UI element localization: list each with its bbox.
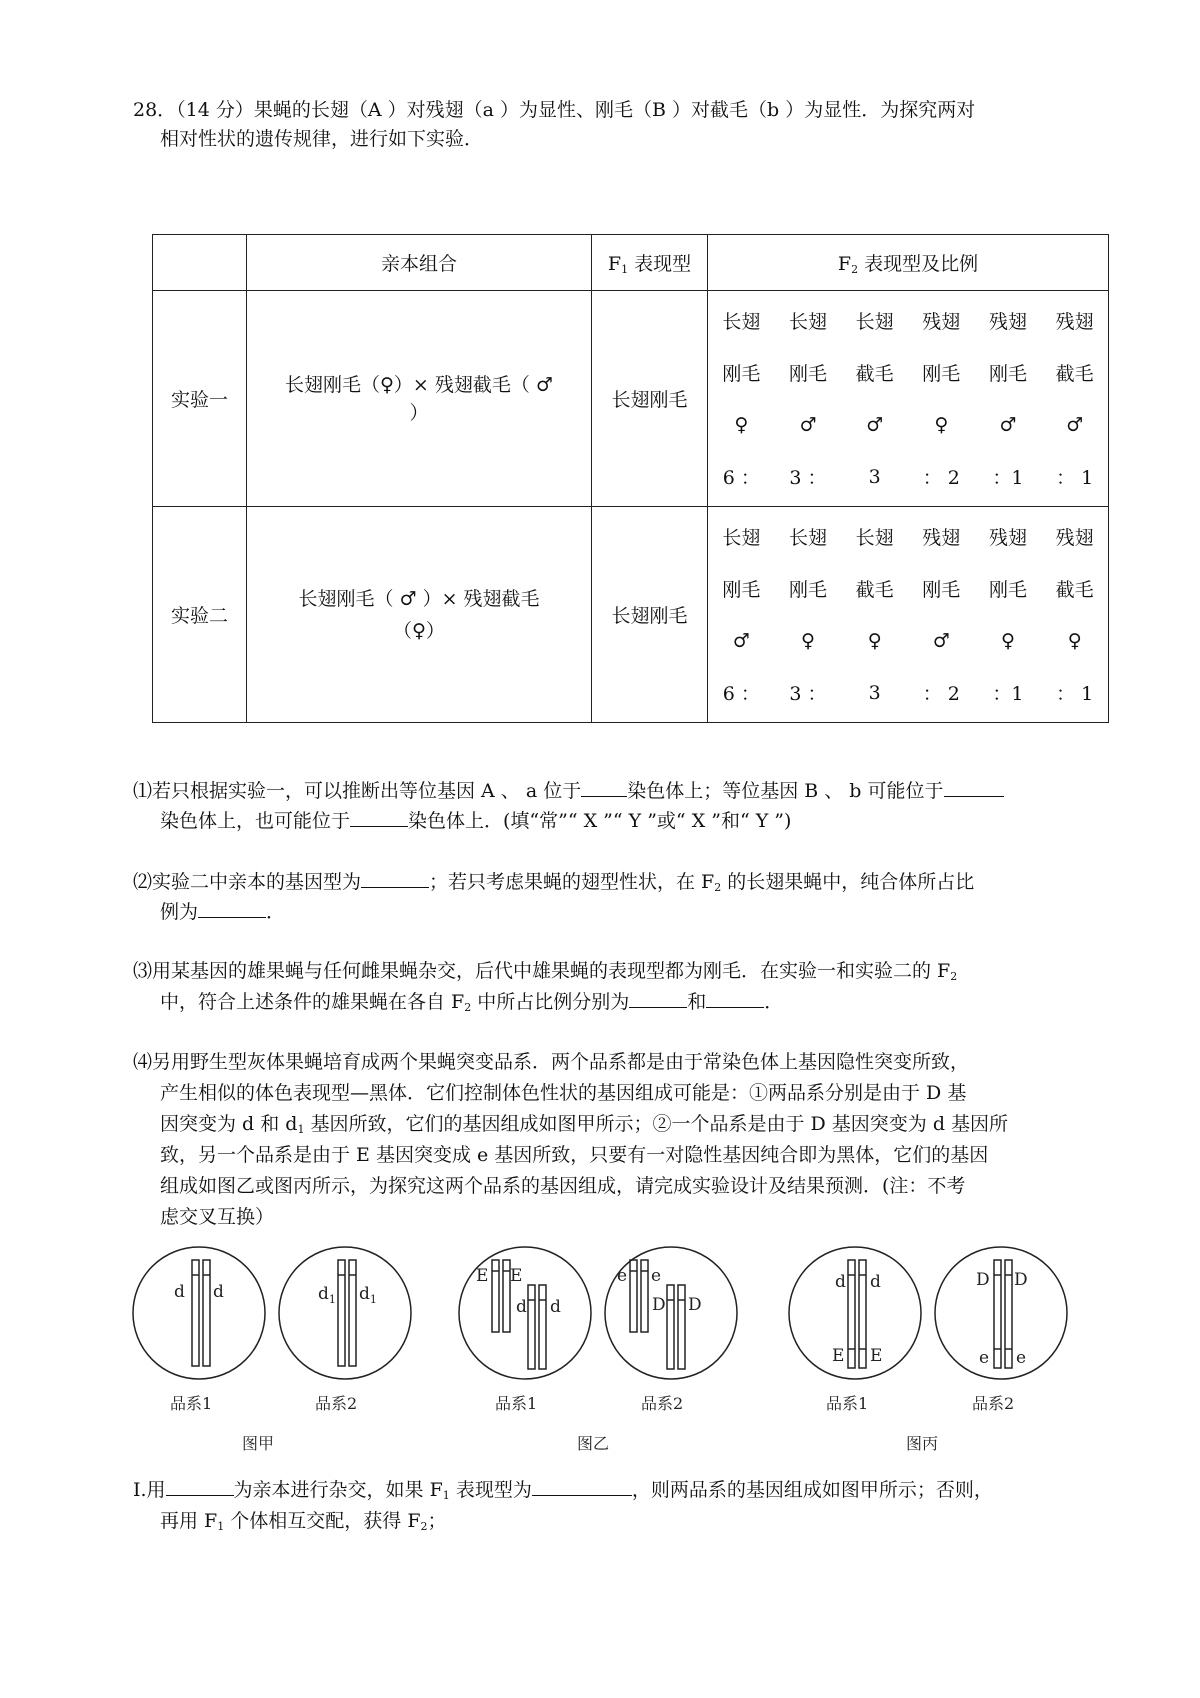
strain-label: 品系2 — [972, 1394, 1015, 1413]
qI-line-1: I.用 为亲本进行杂交，如果 $F_1$ 表现型为 ，则两品系的基因组成如图甲所示；否则， — [133, 1479, 993, 1502]
f2-grid — [708, 511, 1108, 719]
chromosome — [1005, 1260, 1012, 1368]
strain-label: 品系2 — [315, 1394, 358, 1413]
gene-label: d — [870, 1272, 881, 1292]
f2-wing: 长翅 — [855, 527, 894, 549]
f2-wing: 残翅 — [922, 527, 961, 549]
experiment-name: 实验二 — [153, 507, 247, 723]
f2-cell — [708, 507, 1109, 723]
q1-line-1: ⑴若只根据实验一，可以推断出等位基因 A 、 a 位于 染色体上；等位基因 B 、 b 可能位于 — [133, 776, 1004, 806]
f1-phenotype: 长翅刚毛 — [592, 291, 708, 507]
f2-ratio: ： 2 — [922, 683, 960, 705]
q2-line-1: ⑵实验二中亲本的基因型为 ；若只考虑果蝇的翅型性状，在 $F_2$ 的长翅果蝇中，纯合体所占比 — [133, 871, 975, 894]
gene-label: E — [476, 1266, 489, 1286]
q2-line-2: 例为 ． — [160, 901, 286, 923]
table-row — [153, 507, 1109, 723]
f2-sex: ♀ — [801, 629, 815, 652]
chromosome — [349, 1260, 356, 1366]
parents-line-1: 长翅刚毛（ ♂ ）× 残翅截毛 — [298, 587, 540, 610]
f2-bristle: 刚毛 — [722, 579, 761, 601]
f2-grid — [708, 295, 1108, 503]
f2-wing: 残翅 — [1055, 311, 1094, 333]
chromosome — [528, 1285, 535, 1369]
q1-line-2: 染色体上，也可能位于 染色体上．(填“常”“ X ”“ Y ”或“ X ”和“ Y ”) — [160, 810, 792, 832]
f2-sex: ♀ — [734, 413, 749, 436]
parents-cell — [247, 291, 592, 507]
strain-label: 品系1 — [170, 1394, 213, 1413]
gene-label: d — [213, 1282, 224, 1302]
f2-bristle: 截毛 — [855, 363, 894, 385]
gene-label: $d_1$ — [318, 1284, 336, 1306]
strain-label: 品系1 — [826, 1394, 869, 1413]
f2-ratio: 6 ： — [722, 683, 760, 705]
f2-wing: 残翅 — [988, 527, 1027, 549]
gene-label: e — [1016, 1348, 1027, 1368]
f2-wing: 长翅 — [722, 311, 761, 333]
parents-line-1: 长翅刚毛（♀）× 残翅截毛（ ♂ — [285, 373, 553, 396]
f2-sex: ♂ — [799, 413, 817, 436]
f2-wing: 长翅 — [788, 311, 827, 333]
gene-label: E — [870, 1346, 883, 1366]
table-row — [153, 291, 1109, 507]
f2-ratio: ：1 — [992, 683, 1024, 705]
answer-blank[interactable] — [166, 1477, 234, 1496]
f2-wing: 长翅 — [722, 527, 761, 549]
f2-cell — [708, 291, 1109, 507]
gene-label: d — [516, 1297, 527, 1317]
header-f2: $F_2$ 表现型及比例 — [708, 235, 1109, 291]
f2-bristle: 刚毛 — [922, 363, 961, 385]
chromosome — [539, 1285, 546, 1369]
chromosome — [667, 1285, 674, 1369]
answer-blank[interactable] — [629, 989, 687, 1008]
header-parents: 亲本组合 — [247, 235, 592, 291]
q3-line-2: 中，符合上述条件的雄果蝇在各自 $F_2$ 中所占比例分别为 和 ． — [160, 991, 784, 1014]
chromosome-figures — [130, 1245, 1090, 1460]
q4-line-6: 虑交叉互换） — [160, 1206, 275, 1228]
gene-label: d — [550, 1297, 561, 1317]
f2-sex: ♂ — [1066, 413, 1084, 436]
f2-bristle: 刚毛 — [922, 579, 961, 601]
f2-ratio: ： 1 — [1056, 683, 1094, 705]
f2-ratio: 6 ： — [722, 467, 760, 489]
q4-line-4: 致，另一个品系是由于 E 基因突变成 e 基因所致，只要有一对隐性基因纯合即为黑体，它们的基因 — [160, 1144, 989, 1166]
question-line-1: 28．（14 分）果蝇的长翅（A ）对残翅（a ）为显性、刚毛（B ）对截毛（b ）为显性．为探究两对 — [133, 99, 976, 121]
strain-label: 品系2 — [641, 1394, 684, 1413]
f2-sex: ♂ — [999, 413, 1017, 436]
f2-ratio: ： 2 — [922, 467, 960, 489]
parents-cell — [247, 507, 592, 723]
chromosome — [203, 1260, 210, 1366]
f2-sex: ♂ — [866, 413, 884, 436]
gene-label: d — [835, 1272, 846, 1292]
f2-bristle: 截毛 — [1055, 363, 1094, 385]
strain-label: 品系1 — [495, 1394, 538, 1413]
header-blank — [153, 235, 247, 291]
answer-blank[interactable] — [361, 869, 429, 888]
f2-ratio: 3 — [868, 681, 881, 704]
qI-line-2: 再用 $F_1$ 个体相互交配，获得 $F_2$； — [160, 1510, 447, 1533]
q4-line-1: ⑷另用野生型灰体果蝇培育成两个果蝇突变品系．两个品系都是由于常染色体上基因隐性突变所致， — [133, 1051, 970, 1073]
f2-ratio: 3 — [868, 465, 881, 488]
gene-label: D — [1014, 1270, 1028, 1290]
chromosome — [678, 1285, 685, 1369]
f1-phenotype: 长翅刚毛 — [592, 507, 708, 723]
f2-ratio: 3 ： — [789, 683, 827, 705]
answer-blank[interactable] — [350, 808, 408, 827]
f2-sex: ♂ — [932, 629, 950, 652]
f2-sex: ♀ — [1001, 629, 1015, 652]
parents-line-2: （♀） — [393, 619, 445, 642]
gene-label: d — [174, 1282, 185, 1302]
answer-blank[interactable] — [198, 899, 266, 918]
chromosome — [859, 1260, 866, 1368]
gene-label: D — [688, 1295, 702, 1315]
chromosome — [192, 1260, 199, 1366]
f2-sex: ♀ — [1067, 629, 1082, 652]
f2-wing: 长翅 — [788, 527, 827, 549]
chromosome — [994, 1260, 1001, 1368]
f2-ratio: ： 1 — [1056, 467, 1094, 489]
f2-wing: 长翅 — [855, 311, 894, 333]
experiment-table — [152, 234, 1109, 723]
f2-bristle: 刚毛 — [988, 579, 1027, 601]
q3-line-1: ⑶用某基因的雄果蝇与任何雌果蝇杂交，后代中雄果蝇的表现型都为刚毛．在实验一和实验二的 $F_2$ — [133, 960, 958, 983]
gene-label: E — [832, 1346, 845, 1366]
gene-label: e — [651, 1266, 662, 1286]
question-line-2: 相对性状的遗传规律，进行如下实验． — [160, 128, 484, 150]
figure-caption: 图甲 — [242, 1434, 275, 1453]
answer-blank[interactable] — [581, 778, 627, 797]
f2-bristle: 刚毛 — [788, 363, 827, 385]
f2-sex: ♀ — [934, 413, 949, 436]
f2-bristle: 刚毛 — [988, 363, 1027, 385]
gene-label: e — [979, 1348, 990, 1368]
f2-wing: 残翅 — [988, 311, 1027, 333]
f2-bristle: 截毛 — [855, 579, 894, 601]
answer-blank[interactable] — [944, 778, 1004, 797]
chromosome — [848, 1260, 855, 1368]
figure-caption: 图丙 — [906, 1434, 939, 1453]
f2-wing: 残翅 — [922, 311, 961, 333]
f2-bristle: 刚毛 — [788, 579, 827, 601]
f2-bristle: 刚毛 — [722, 363, 761, 385]
gene-label: $d_1$ — [359, 1284, 377, 1306]
f2-ratio: ：1 — [992, 467, 1024, 489]
chromosome — [338, 1260, 345, 1366]
q4-line-3: 因突变为 d 和 $d_1$ 基因所致，它们的基因组成如图甲所示；②一个品系是由于 D 基因突变为 d 基因所 — [160, 1113, 1009, 1136]
gene-label: D — [976, 1270, 990, 1290]
q4-line-5: 组成如图乙或图丙所示，为探究这两个品系的基因组成，请完成实验设计及结果预测．(注：不考 — [160, 1175, 966, 1197]
experiment-name: 实验一 — [153, 291, 247, 507]
header-f1: $F_1$ 表现型 — [592, 235, 708, 291]
f2-sex: ♀ — [867, 629, 882, 652]
f2-wing: 残翅 — [1055, 527, 1094, 549]
gene-label: D — [652, 1295, 666, 1315]
f2-sex: ♂ — [732, 629, 750, 652]
gene-label: E — [510, 1266, 523, 1286]
q4-line-2: 产生相似的体色表现型—黑体．它们控制体色性状的基因组成可能是：①两品系分别是由于 D 基 — [160, 1082, 967, 1104]
f2-bristle: 截毛 — [1055, 579, 1094, 601]
gene-label: e — [617, 1266, 628, 1286]
answer-blank[interactable] — [706, 989, 764, 1008]
f2-ratio: 3 ： — [789, 467, 827, 489]
parents-line-2: ） — [409, 401, 429, 424]
figure-caption: 图乙 — [577, 1434, 610, 1453]
answer-blank[interactable] — [532, 1477, 632, 1496]
